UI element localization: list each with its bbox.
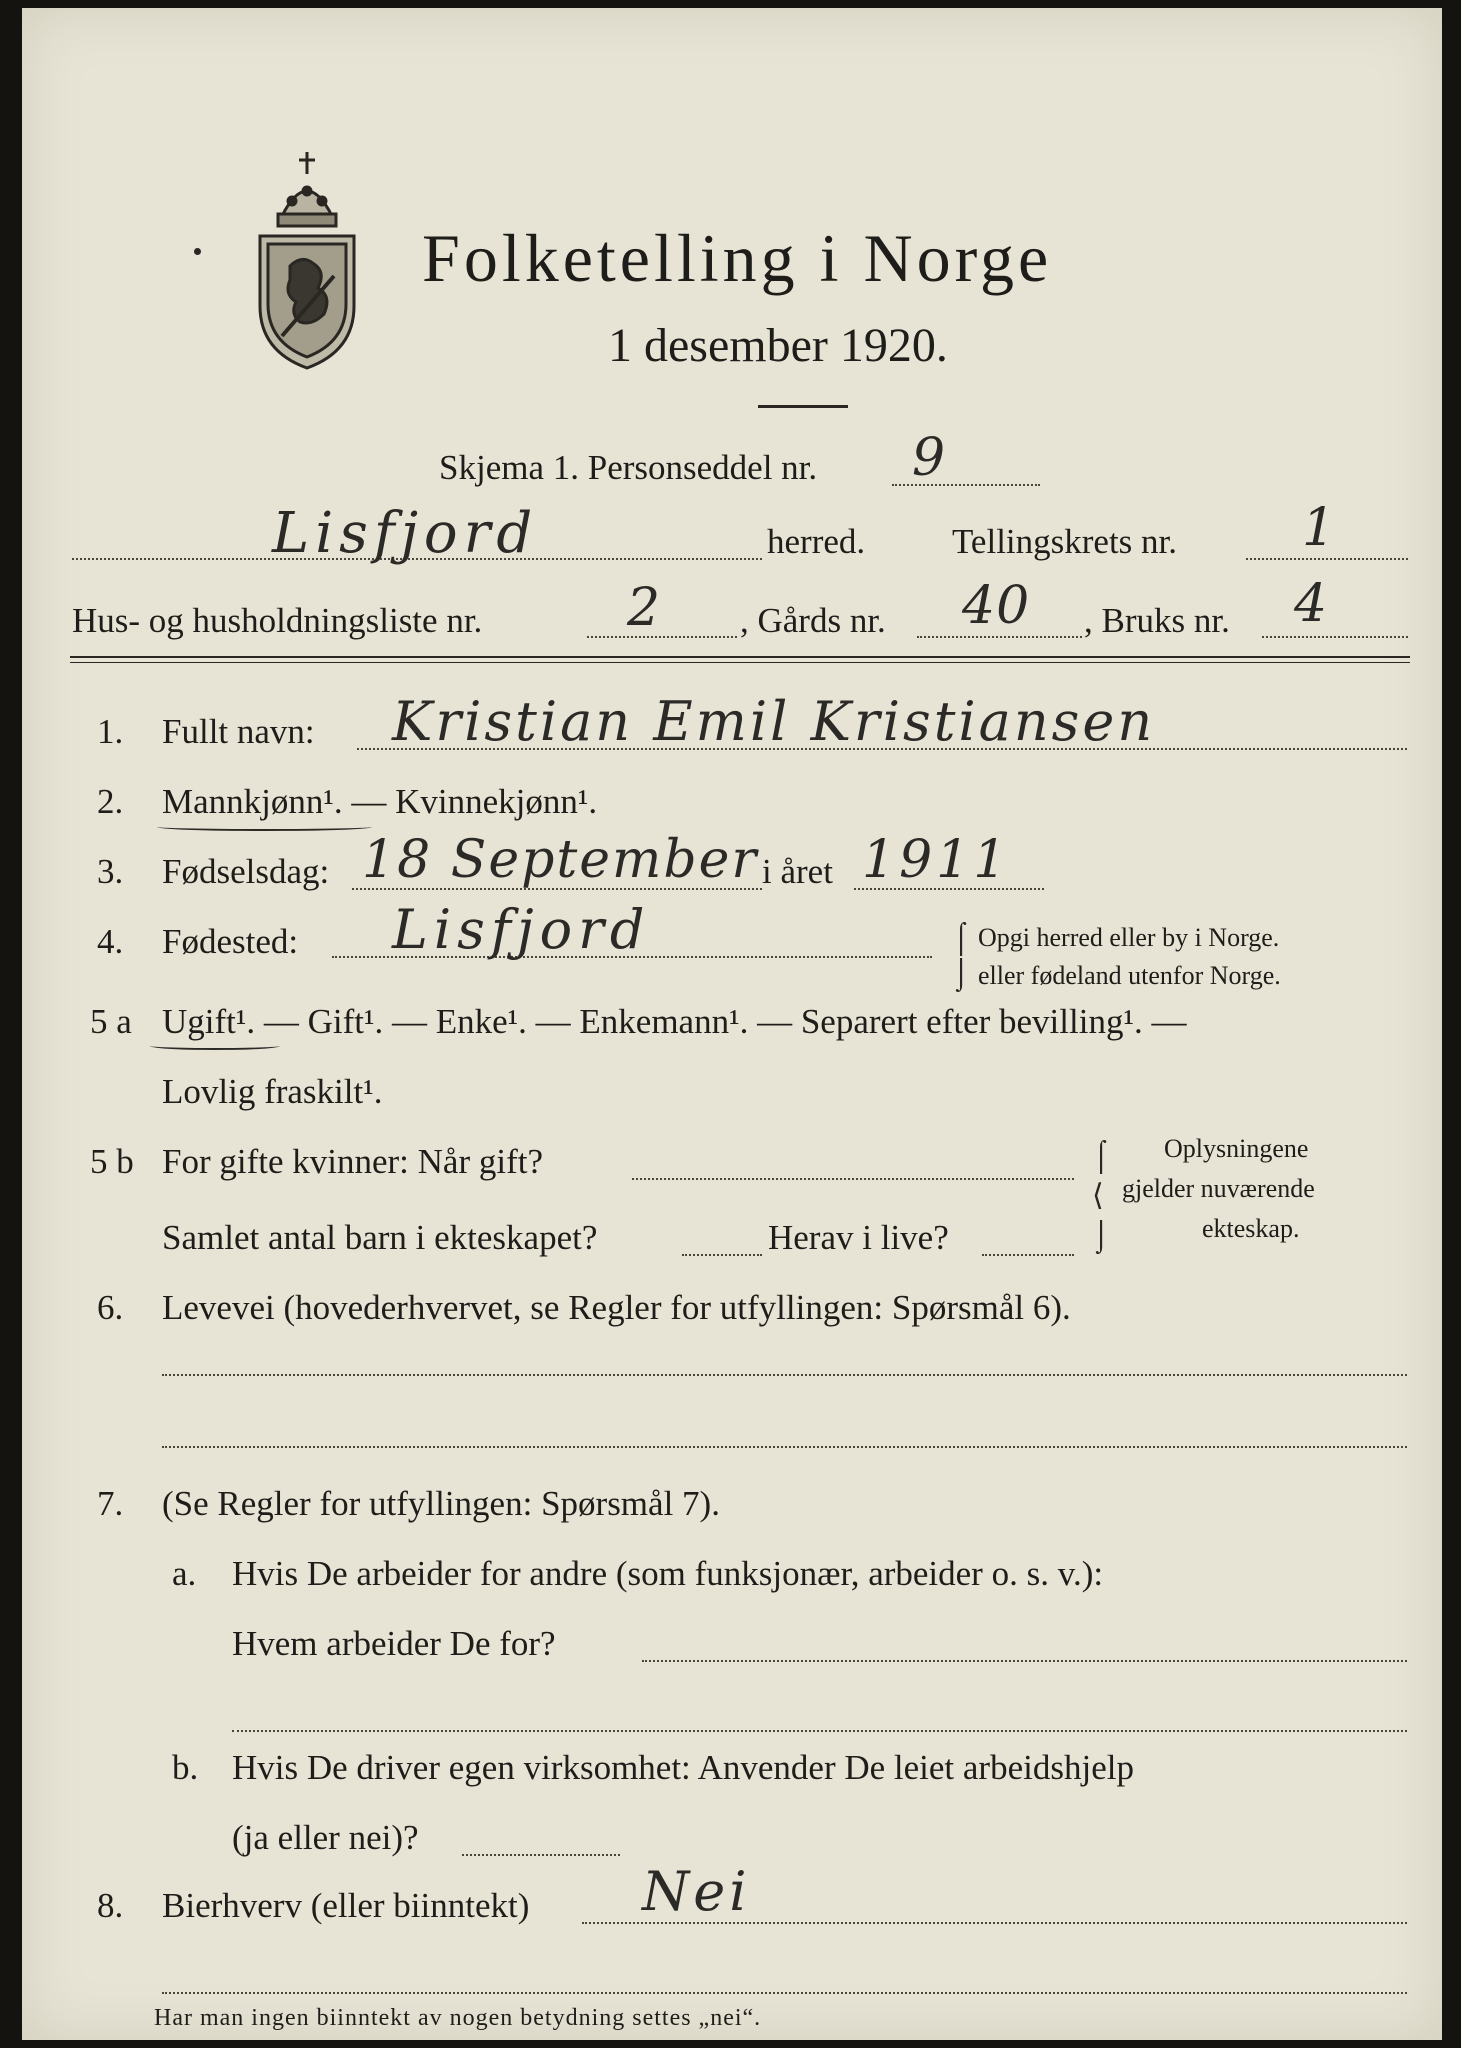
bruks-label: , Bruks nr. <box>1084 601 1230 640</box>
q3-year-value: 1911 <box>862 830 1011 890</box>
q7b-label-2: (ja eller nei)? <box>232 1818 419 1857</box>
q6-line-1 <box>162 1374 1407 1376</box>
q7b-label: Hvis De driver egen virksomhet: Anvender De leiet arbeidshjelp <box>232 1748 1134 1787</box>
q8-value: Nei <box>642 1860 751 1923</box>
q7a-line-1 <box>642 1660 1407 1662</box>
q4-brace: ⌠ ⌡ <box>952 921 971 990</box>
hus-value: 2 <box>627 578 662 638</box>
gards-value: 40 <box>962 576 1031 636</box>
title-divider <box>758 405 848 408</box>
q1-number: 1. <box>97 712 124 751</box>
q7b-number: b. <box>172 1748 199 1787</box>
schema-label: Skjema 1. Personseddel nr. <box>439 448 818 487</box>
q6-number: 6. <box>97 1288 124 1327</box>
q7a-label-2: Hvem arbeider De for? <box>232 1624 556 1663</box>
q5a-underline-mark <box>150 1042 280 1050</box>
title-dot <box>194 248 201 255</box>
hus-line <box>587 636 737 638</box>
q5a-number: 5 a <box>90 1002 132 1041</box>
bruks-value: 4 <box>1294 574 1329 634</box>
q7-number: 7. <box>97 1484 124 1523</box>
q7a-number: a. <box>172 1554 197 1593</box>
header-divider-top <box>70 656 1410 658</box>
q3-number: 3. <box>97 852 124 891</box>
q5b-note-1: Oplysningene <box>1164 1134 1309 1163</box>
census-form <box>22 8 1442 2040</box>
q4-note-2: eller fødeland utenfor Norge. <box>978 961 1281 990</box>
q5b-number: 5 b <box>90 1142 134 1181</box>
schema-number-value: 9 <box>912 428 947 488</box>
krets-label: Tellingskrets nr. <box>952 522 1178 561</box>
q7a-label: Hvis De arbeider for andre (som funksjonær, arbeider o. s. v.): <box>232 1554 1104 1593</box>
q5b-children-line <box>682 1254 762 1256</box>
q4-number: 4. <box>97 922 124 961</box>
q5b-alive-line <box>982 1254 1074 1256</box>
q5a-label-2: Lovlig fraskilt¹. <box>162 1072 383 1111</box>
herred-label: herred. <box>767 522 866 561</box>
q4-value: Lisfjord <box>392 898 651 961</box>
q2-label: Mannkjønn¹. — Kvinnekjønn¹. <box>162 782 598 821</box>
q6-line-2 <box>162 1446 1407 1448</box>
q1-value: Kristian Emil Kristiansen <box>392 690 1156 753</box>
q7-label: (Se Regler for utfyllingen: Spørsmål 7). <box>162 1484 720 1523</box>
q8-label: Bierhverv (eller biinntekt) <box>162 1886 530 1925</box>
q1-label: Fullt navn: <box>162 712 315 751</box>
header-divider-bottom <box>70 662 1410 663</box>
q8-line-2 <box>162 1992 1407 1994</box>
coat-of-arms-emblem <box>242 146 372 376</box>
gards-label: , Gårds nr. <box>740 601 886 640</box>
q6-label: Levevei (hovederhvervet, se Regler for utfyllingen: Spørsmål 6). <box>162 1288 1071 1327</box>
q5b-married-line <box>632 1178 1074 1180</box>
krets-line <box>1246 558 1408 560</box>
q5b-label: For gifte kvinner: Når gift? <box>162 1142 544 1181</box>
q4-label: Fødested: <box>162 922 299 961</box>
q5b-label-3: Herav i live? <box>768 1218 949 1257</box>
form-title: Folketelling i Norge <box>422 220 1053 296</box>
bruks-line <box>1262 636 1408 638</box>
hus-label: Hus- og husholdningsliste nr. <box>72 601 483 640</box>
herred-value: Lisfjord <box>272 501 539 566</box>
q7a-line-2 <box>232 1730 1407 1732</box>
form-date: 1 desember 1920. <box>608 319 948 372</box>
q4-note-1: Opgi herred eller by i Norge. <box>978 923 1280 952</box>
footnote: Har man ingen biinntekt av nogen betydning settes „nei“. <box>154 2005 762 2031</box>
q3-label: Fødselsdag: <box>162 852 330 891</box>
q3-year-label: i året <box>762 852 833 891</box>
q5b-note-2 <box>1122 1174 1315 1204</box>
gards-line <box>917 636 1082 638</box>
q7b-line <box>462 1854 620 1856</box>
q2-number: 2. <box>97 782 124 821</box>
q3-value: 18 September <box>362 830 759 890</box>
q5b-label-2: Samlet antal barn i ekteskapet? <box>162 1218 598 1257</box>
q8-number: 8. <box>97 1886 124 1925</box>
q5a-label: Ugift¹. — Gift¹. — Enke¹. — Enkemann¹. — Separert efter bevilling¹. — <box>162 1002 1187 1041</box>
q2-underline-mark <box>157 823 372 831</box>
q5b-note-2-text: gjelder nuværende <box>1122 1174 1315 1203</box>
q5b-note-3: ekteskap. <box>1202 1214 1300 1243</box>
q5b-brace: ⌠ ⟨ ⌡ <box>1092 1139 1111 1252</box>
krets-value: 1 <box>1302 498 1337 558</box>
